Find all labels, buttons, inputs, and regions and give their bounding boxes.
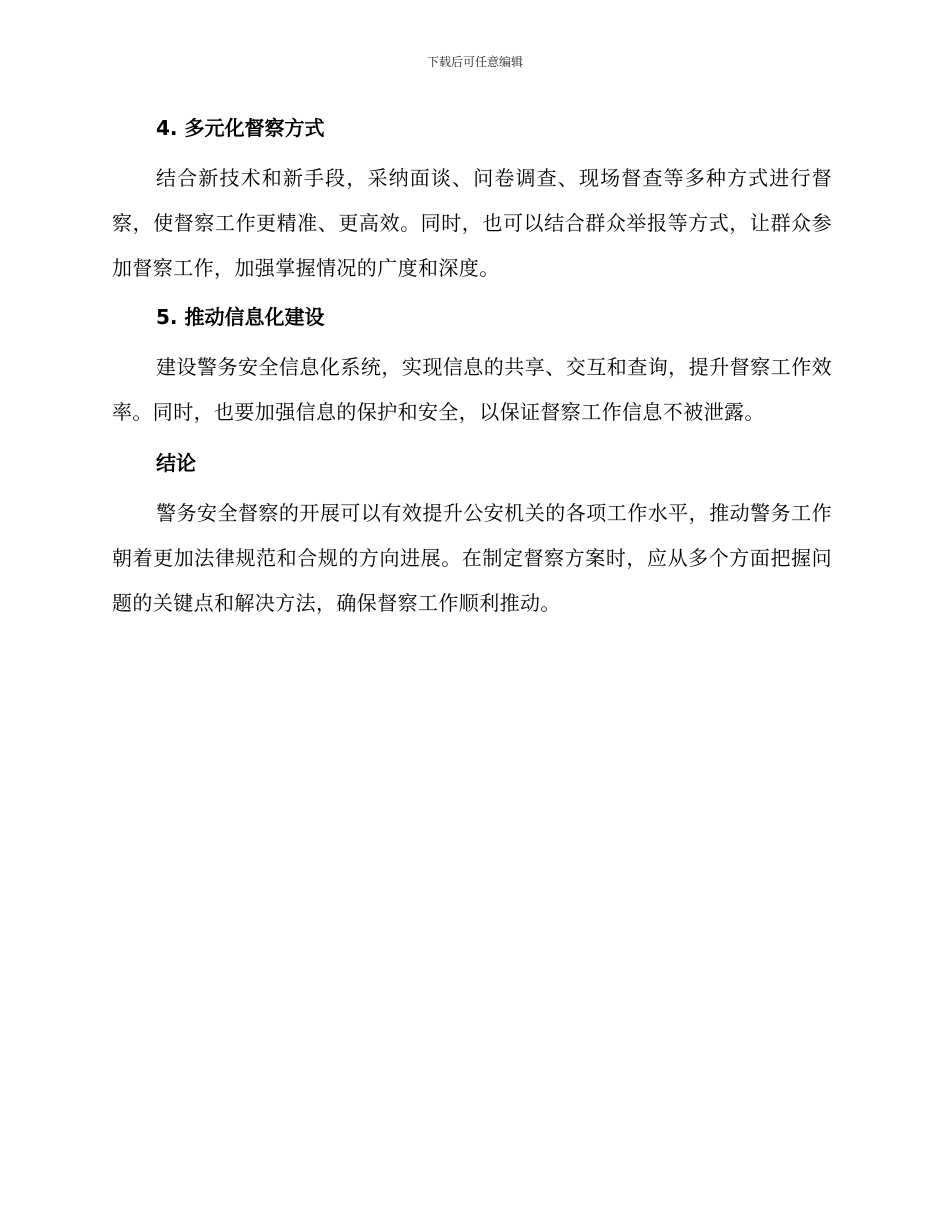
section-paragraph-informatization: 建设警务安全信息化系统，实现信息的共享、交互和查询，提升督察工作效率。同时，也要加强信息的保护和安全，以保证督察工作信息不被泄露。: [112, 355, 832, 424]
document-body: [112, 112, 832, 626]
section-heading-informatization: 5. 推动信息化建设: [156, 305, 325, 329]
section-paragraph-conclusion: 警务安全督察的开展可以有效提升公安机关的各项工作水平，推动警务工作朝着更加法律规范和合规的方向进展。在制定督察方案时，应从多个方面把握问题的关键点和解决方法，确保督察工作顺利推动。: [112, 501, 832, 615]
section-heading-conclusion: 结论: [156, 451, 196, 475]
section-paragraph-diversified-supervision: 结合新技术和新手段，采纳面谈、问卷调查、现场督查等多种方式进行督察，使督察工作更精准、更高效。同时，也可以结合群众举报等方式，让群众参加督察工作，加强掌握情况的广度和深度。: [112, 166, 832, 280]
page-header: 下载后可任意编辑: [426, 55, 523, 69]
section-heading-diversified-supervision: 4. 多元化督察方式: [156, 116, 325, 140]
